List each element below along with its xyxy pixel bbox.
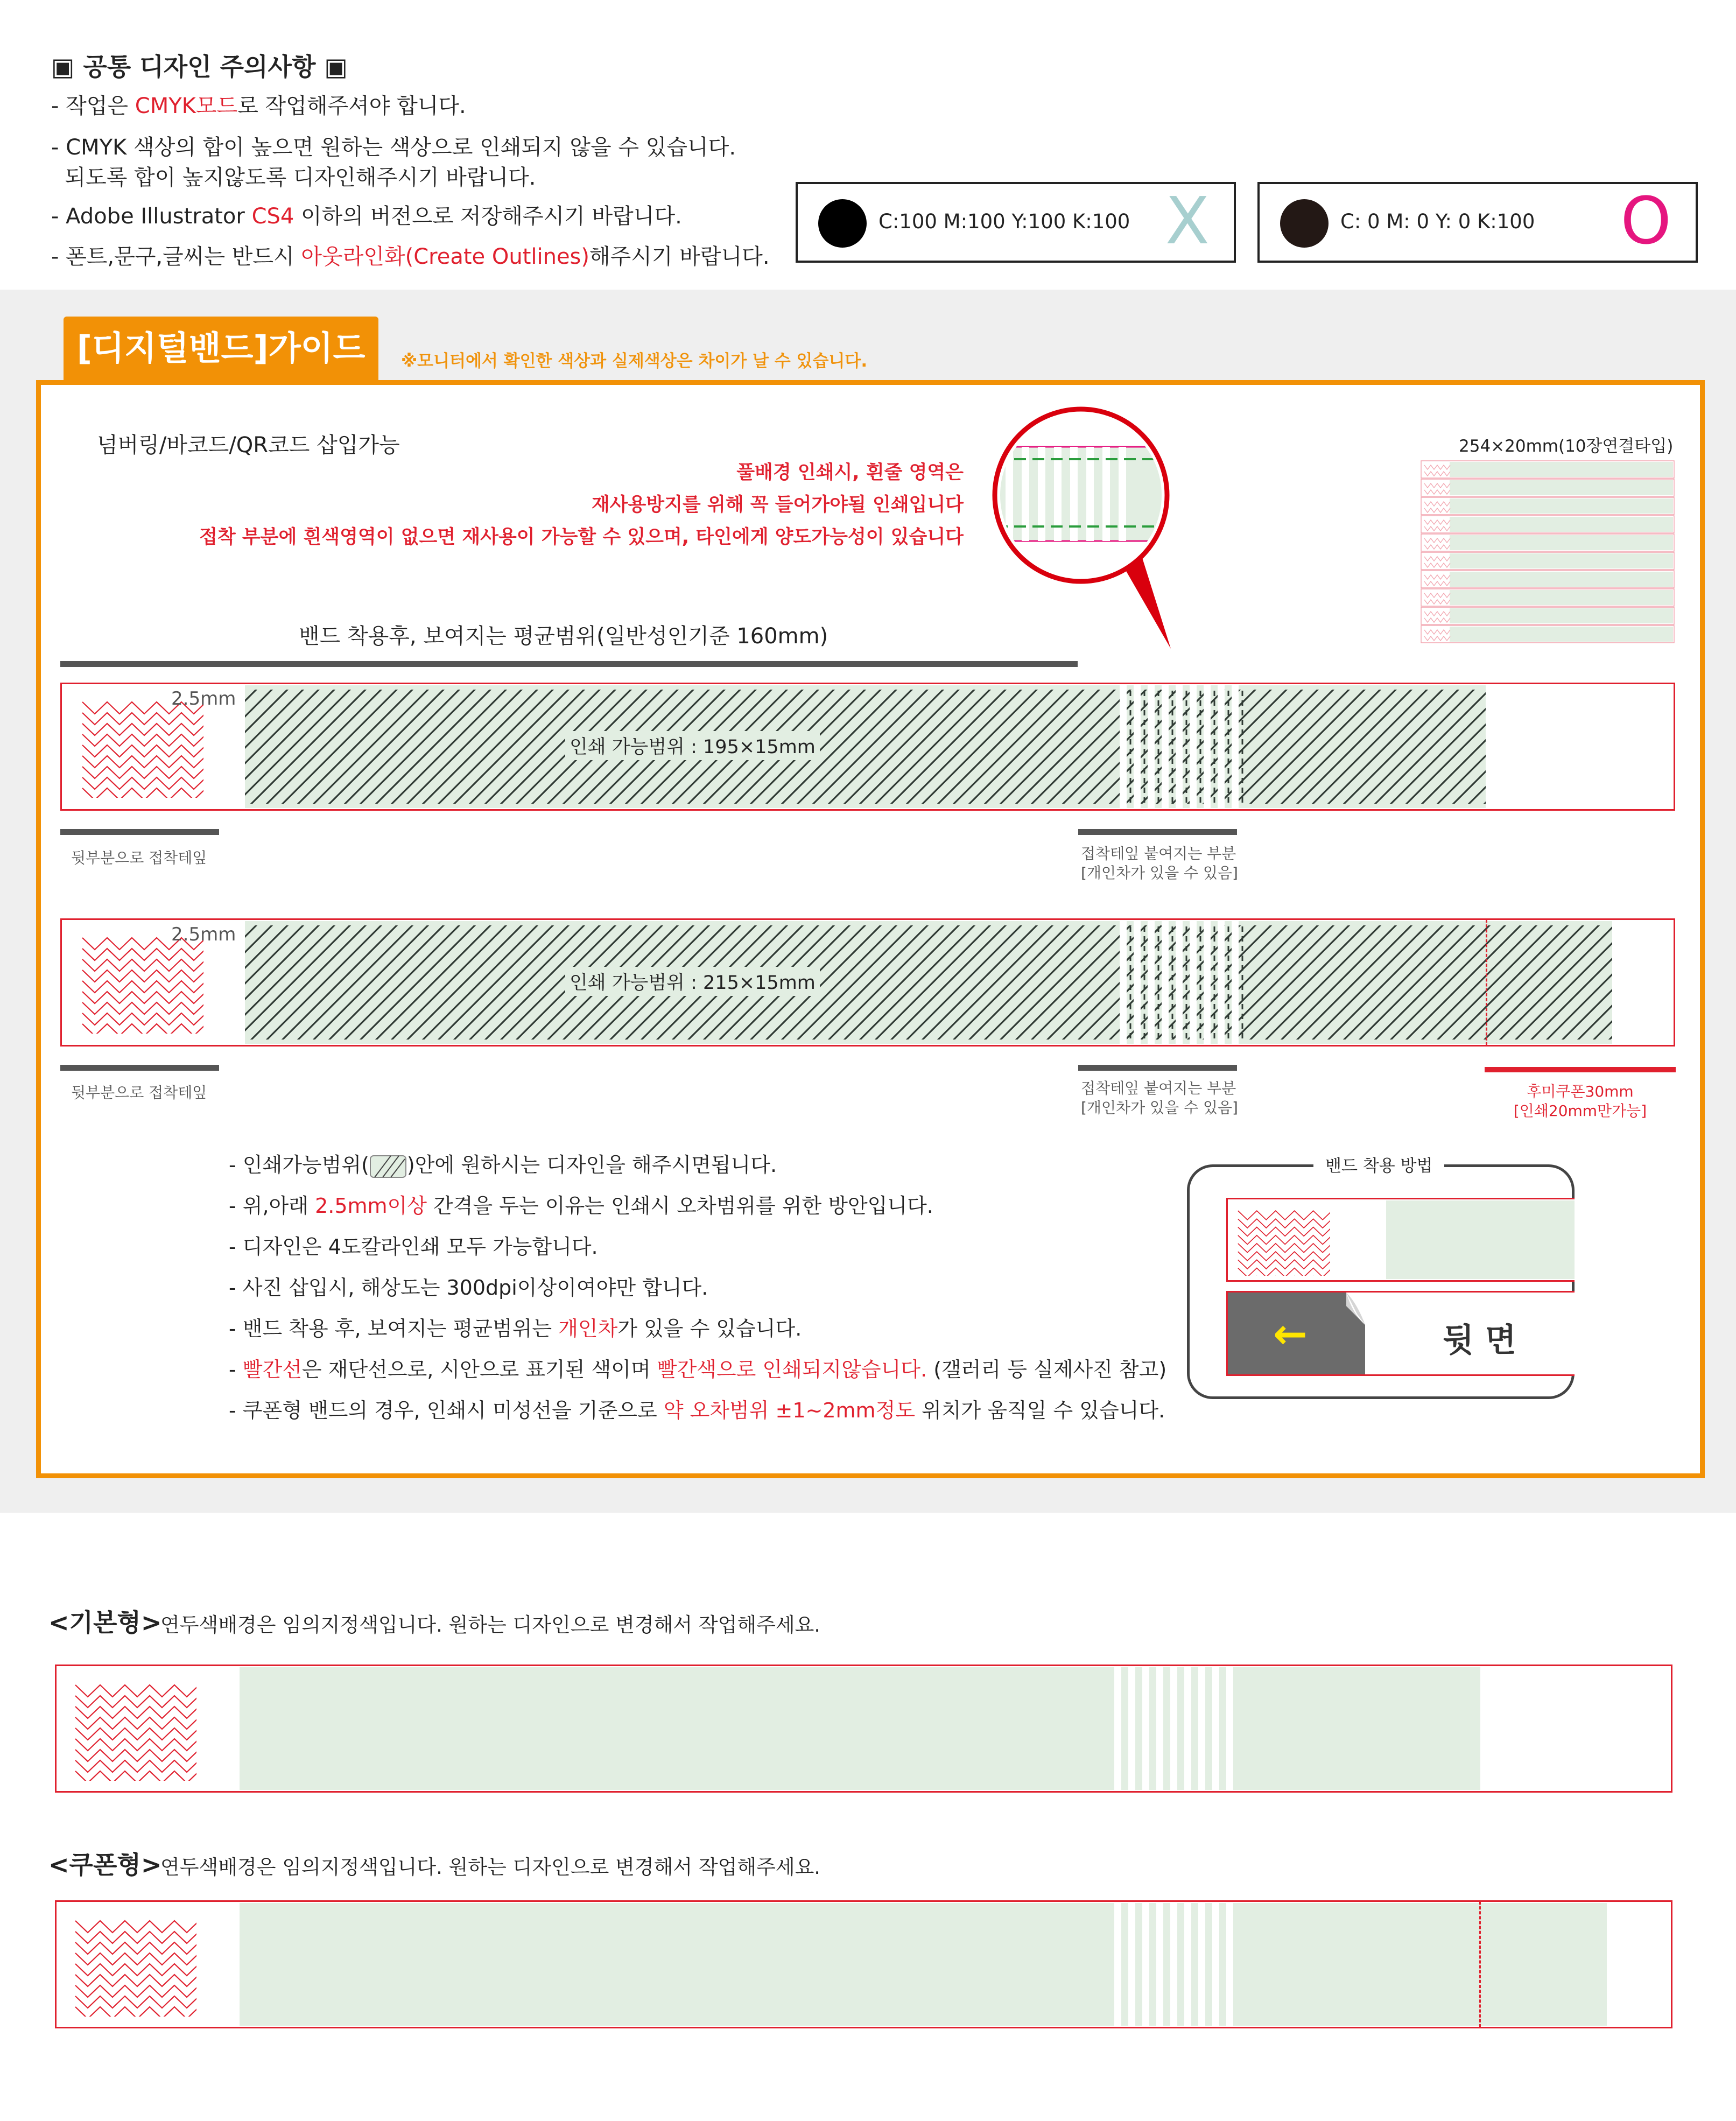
bad-color-label: C:100 M:100 Y:100 K:100: [878, 210, 1130, 233]
back-tape-bar: [60, 829, 219, 835]
back-tape-bar: [60, 1065, 219, 1071]
margin-label: 2.5mm: [171, 688, 236, 710]
attach-bar: [1078, 829, 1237, 835]
good-color-box: [1257, 182, 1698, 263]
note-2: - CMYK 색상의 합이 높으면 원하는 색상으로 인쇄되지 않을 수 있습니다.: [51, 135, 736, 160]
rich-black-swatch: [818, 199, 867, 248]
mint-background: [240, 1903, 1607, 2026]
note-4: - 폰트,문구,글씨는 반드시 아웃라인화(Create Outlines)해주시기 바랍니다.: [51, 244, 770, 269]
bullet-item: - 쿠폰형 밴드의 경우, 인쇄시 미성선을 기준으로 약 오차범위 ±1~2mm정도 위치가 움직일 수 있습니다.: [229, 1399, 1165, 1422]
printable-area-hatch: [245, 685, 1486, 808]
mint-background: [240, 1667, 1480, 1790]
bullet-item: - 디자인은 4도칼라인쇄 모두 가능합니다.: [229, 1235, 598, 1259]
black-swatch: [1280, 199, 1329, 248]
warning-text: 풀배경 인쇄시, 흰줄 영역은 재사용방지를 위해 꼭 들어가야될 인쇄입니다 접착 부분에 흰색영역이 없으면 재사용이 가능할 수 있으며, 타인에게 양도가능성이 있습니다: [199, 462, 964, 548]
print-range-label: 인쇄 가능범위 : 195×15mm: [565, 731, 820, 760]
visible-range-label: 밴드 착용후, 보여지는 평균범위(일반성인기준 160mm): [299, 624, 828, 649]
note-3: - Adobe Illustrator CS4 이하의 버전으로 저장해주시기 바랍니다.: [51, 204, 682, 229]
bullet-item: - 인쇄가능범위( )안에 원하시는 디자인을 해주시면됩니다.: [229, 1148, 1166, 1189]
note-1: - 작업은 CMYK모드로 작업해주셔야 합니다.: [51, 94, 466, 118]
back-tape-label: 뒷부분으로 접착테잎: [71, 849, 207, 867]
good-color-label: C: 0 M: 0 Y: 0 K:100: [1340, 210, 1535, 233]
zigzag-cut: [73, 1914, 196, 2017]
coupon-title: <쿠폰형>: [48, 1850, 162, 1879]
howto-title: 밴드 착용 방법: [1313, 1152, 1444, 1176]
attach-bar: [1078, 1065, 1237, 1071]
bullet-item: - 밴드 착용 후, 보여지는 평균범위는 개인차가 있을 수 있습니다.: [229, 1317, 802, 1340]
zigzag-cut: [1236, 1206, 1330, 1276]
printable-area-hatch: [245, 921, 1612, 1044]
sheet-thumbnail: [1420, 459, 1676, 650]
x-mark: X: [1165, 184, 1210, 259]
attach-label: 접착테잎 붙여지는 부분 [개인차가 있을 수 있음]: [1081, 1079, 1238, 1116]
guide-tab: [디지털밴드]가이드: [64, 317, 378, 380]
arrow-left-icon: ←: [1273, 1310, 1308, 1358]
coupon-bar: [1485, 1067, 1676, 1072]
bad-color-box: [796, 182, 1236, 263]
bullet-item: - 빨간선은 재단선으로, 시안으로 표기된 색이며 빨간색으로 인쇄되지않습니다. (갤러리 등 실제사진 참고): [229, 1358, 1167, 1381]
bullet-item: - 사진 삽입시, 해상도는 300dpi이상이여야만 합니다.: [229, 1276, 708, 1300]
attach-label: 접착테잎 붙여지는 부분 [개인차가 있을 수 있음]: [1081, 845, 1238, 882]
back-tape-label: 뒷부분으로 접착테잎: [71, 1084, 207, 1101]
magnifier-callout: [980, 398, 1184, 651]
visible-range-bar: [60, 661, 1078, 667]
monitor-note: ※모니터에서 확인한 색상과 실제색상은 차이가 날 수 있습니다.: [401, 352, 868, 371]
basic-title: <기본형>: [48, 1608, 162, 1637]
guide-bullets: [229, 1148, 1166, 1435]
zigzag-cut: [73, 1678, 196, 1781]
coupon-desc: 연두색배경은 임의지정색입니다. 원하는 디자인으로 변경해서 작업해주세요.: [160, 1856, 821, 1879]
back-side-label: 뒷 면: [1443, 1322, 1516, 1359]
zigzag-cut: [80, 696, 203, 798]
zigzag-cut: [80, 931, 203, 1034]
notes-title: ▣ 공통 디자인 주의사항 ▣: [51, 52, 348, 81]
sheet-label: 254×20mm(10장연결타입): [1459, 437, 1674, 456]
note-2b: 되도록 합이 높지않도록 디자인해주시기 바랍니다.: [51, 165, 536, 190]
bullet-item: - 위,아래 2.5mm이상 간격을 두는 이유는 인쇄시 오차범위를 위한 방안입니다.: [229, 1194, 933, 1218]
basic-desc: 연두색배경은 임의지정색입니다. 원하는 디자인으로 변경해서 작업해주세요.: [160, 1613, 821, 1637]
o-mark: O: [1620, 184, 1671, 259]
howto-print-area: [1386, 1200, 1575, 1279]
print-range-label: 인쇄 가능범위 : 215×15mm: [565, 967, 820, 996]
hatch-icon: [369, 1155, 407, 1178]
coupon-label: 후미쿠폰30mm [인쇄20mm만가능]: [1513, 1083, 1647, 1120]
numbering-note: 넘버링/바코드/QR코드 삽입가능: [97, 433, 400, 458]
perforation-line: [1486, 919, 1487, 1045]
margin-label: 2.5mm: [171, 924, 236, 945]
perforation-line: [1479, 1901, 1481, 2027]
